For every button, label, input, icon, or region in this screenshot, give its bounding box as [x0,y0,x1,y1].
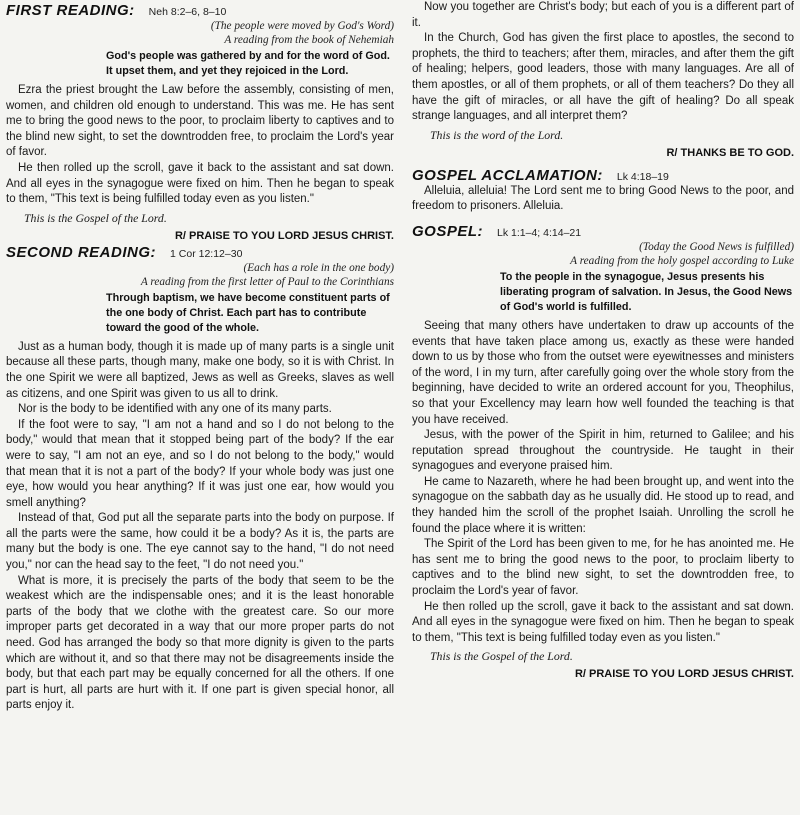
first-reading-closing: This is the Gospel of the Lord. [24,210,167,225]
second-reading-paragraph: Instead of that, God put all the separate parts into the body on purpose. If all the parts were the same, how could it be a body? As it is, the parts are many but the body is one. The eye cannot say to the hand, "I do not need you," nor can the head say to the feet, "I do not need you." [6,512,394,572]
second-reading-ref: 1 Cor 12:12–30 [170,247,243,260]
first-reading-response: R/ PRAISE TO YOU LORD JESUS CHRIST. [174,229,394,242]
gospel-acclamation-title: GOSPEL ACCLAMATION: [412,166,603,184]
second-reading-title: SECOND READING: [6,243,157,261]
first-reading-subtitle: (The people were moved by God's Word) [210,20,394,32]
second-reading-paragraph: In the Church, God has given the first place to apostles, the second to prophets, the third to teachers; after them, miracles, and after them the gift of healing; helpers, good leaders, those with many languages. Are all of them apostles, or all of them prophets, or all of them teachers? Do they all have the gift of miracles, or all have the gift of healing? Do all speak strange languages, and all interpret them? [412,32,794,123]
second-reading-header [6,244,394,261]
gospel-summary: To the people in the synagogue, Jesus presents his liberating program of salvation. In Jesus, the Good News of God's world is fulfilled. [500,270,793,313]
second-reading-paragraph: Now you together are Christ's body; but each of you is a different part of it. [412,1,794,29]
gospel-paragraph: Seeing that many others have undertaken to draw up accounts of the events that have taken place among us, exactly as these were handed down to us by those who from the outset were eyewitnesses and ministers of the word, I in my turn, after carefully going over the whole story from the beginning, have decided to write an ordered account for you, Theophilus, so that your Excellency may learn how well founded the teaching is that you have received. [412,319,794,426]
gospel-response: R/ PRAISE TO YOU LORD JESUS CHRIST. [574,668,794,681]
second-reading-paragraph: If the foot were to say, "I am not a hand and so I do not belong to the body," would that mean that it stopped being part of the body? If the ear were to say, "I am not an eye, and so I do not belong to the body," would that mean that it is not a part of the body? If your whole body was just one eye, how would you hear anything? If it was just one ear, how would you smell anything? [6,418,394,509]
second-reading-subtitle: (Each has a role in the one body) [243,261,394,274]
second-reading-response: R/ THANKS BE TO GOD. [666,146,794,159]
first-reading-source: A reading from the book of Nehemiah [224,34,394,46]
second-reading-source: A reading from the first letter of Paul to the Corinthians [140,275,394,288]
gospel-title: GOSPEL: [412,222,484,240]
gospel-closing: This is the Gospel of the Lord. [430,649,573,664]
gospel-subtitle: (Today the Good News is fulfilled) [639,240,794,253]
first-reading-summary: God's people was gathered by and for the word of God. It upset them, and yet they rejoiced in the Lord. [106,50,390,77]
gospel-acclamation-ref: Lk 4:18–19 [616,170,669,183]
gospel-paragraph: He came to Nazareth, where he had been brought up, and went into the synagogue on the sabbath day as he usually did. He stood up to read, and they handed him the scroll of the prophet Isaiah. Unrolling the scroll he found the place where it is written: [412,475,794,535]
gospel-acclamation-header [412,167,794,184]
first-reading-header [6,2,394,19]
gospel-acclamation-text: Alleluia, alleluia! The Lord sent me to bring Good News to the poor, and freedom to prisoners. Alleluia. [412,184,794,213]
first-reading-title: FIRST READING: [6,2,135,19]
gospel-paragraph: The Spirit of the Lord has been given to me, for he has anointed me. He has sent me to bring the good news to the poor, to proclaim liberty to captives and to the blind new sight, to set the downtrodden free, to proclaim the Lord's year of favor. [412,538,794,598]
first-reading-ref: Neh 8:2–6, 8–10 [148,6,227,18]
gospel-ref: Lk 1:1–4; 4:14–21 [497,226,582,239]
first-reading-paragraph: He then rolled up the scroll, gave it back to the assistant and sat down. And all eyes in the synagogue were fixed on him. Then he began to speak to them, "This text is being fulfilled today even as you listen." [6,161,394,206]
first-reading-paragraph: Ezra the priest brought the Law before the assembly, consisting of men, women, and children old enough to understand. This was me. He has sent me to bring the good news to the poor, to proclaim liberty to captives and to the blind new sight, to set the downtrodden free, to proclaim the Lord's year of favor. [6,84,394,159]
gospel-source: A reading from the holy gospel according to Luke [570,254,794,267]
gospel-paragraph: He then rolled up the scroll, gave it back to the assistant and sat down. And all eyes in the synagogue were fixed on him. Then he began to speak to them, "This text is being fulfilled today even as you listen." [412,600,794,644]
second-reading-closing: This is the word of the Lord. [430,127,564,142]
gospel-paragraph: Jesus, with the power of the Spirit in him, returned to Galilee; and his reputation spread throughout the countryside. He taught in their synagogues and everyone praised him. [412,429,794,473]
right-column [412,0,794,682]
second-reading-paragraph: Just as a human body, though it is made up of many parts is a single unit because all these parts, though many, make one body, so it is with Christ. In the one Spirit we were all baptized, Jews as well as Greeks, slaves as well as citizens, and one Spirit was given to us all to drink. [6,340,394,400]
second-reading-paragraph: What is more, it is precisely the parts of the body that seem to be the weakest which are the indispensable ones; and it is the least honorable parts of the body that we clothe with the greatest care. So our more improper parts get decorated in a way that our more proper parts do not need. God has arranged the body so that more dignity is given to the parts which are without it, and so that there may not be disagreements inside the body, but that each part may be equally concerned for all the others. If one part is hurt, all parts are hurt with it. If one part is given special honor, all parts enjoy it. [6,574,394,712]
second-reading-summary: Through baptism, we have become constituent parts of the one body of Christ. Each part has to contribute toward the good of the whole. [106,291,390,334]
left-column [6,0,394,714]
second-reading-paragraph: Nor is the body to be identified with any one of its many parts. [18,403,332,416]
gospel-header [412,223,794,240]
